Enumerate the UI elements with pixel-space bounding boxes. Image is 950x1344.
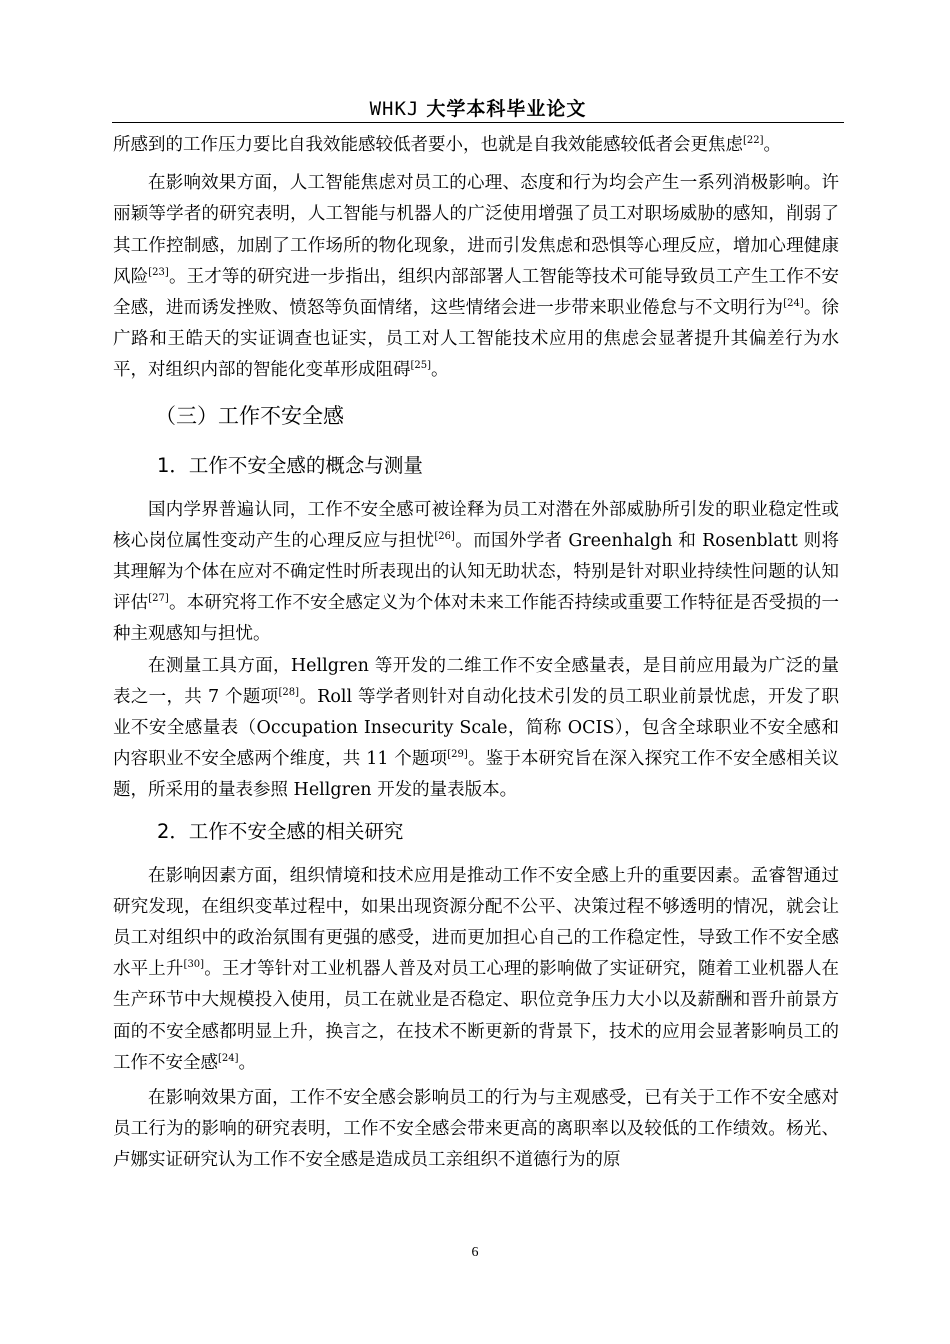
paragraph-influencing-factors: 在影响因素方面，组织情境和技术应用是推动工作不安全感上升的重要因素。孟睿智通过研究发现，在组织变革过程中，如果出现资源分配不公平、决策过程不够透明的情况，就会让员工对组织中的政治氛围有更强的感受，进而更加担心自己的工作稳定性，导致工作不安全感水平上升[30]。王才等针对工业机器人普及对员工心理的影响做了实证研究，随着工业机器人在生产环节中大规模投入使用，员工在就业是否稳定、职位竞争压力大小以及薪酬和晋升前景方面的不安全感都明显上升，换言之，在技术不断更新的背景下，技术的应用会显著影响员工的工作不安全感[24]。 (113, 865, 839, 1073)
running-header (112, 94, 844, 121)
header-rule (112, 122, 844, 123)
subsection-heading-concept: 1．工作不安全感的概念与测量 (157, 453, 423, 477)
citation: [27] (148, 593, 169, 605)
header-school-code: WHKJ (369, 98, 420, 120)
citation: [24] (783, 298, 804, 310)
citation: [30] (183, 959, 205, 971)
section-heading: （三）工作不安全感 (155, 403, 344, 428)
citation: [23] (148, 266, 169, 278)
body-text (113, 130, 839, 1177)
citation: [28] (278, 686, 300, 698)
paragraph-definition: 国内学界普遍认同，工作不安全感可被诠释为员工对潜在外部威胁所引发的职业稳定性或核心岗位属性变动产生的心理反应与担忧[26]。而国外学者 Greenhalgh 和 Rosenblatt 则将其理解为个体在应对不确定性时所表现出的认知无助状态，特别是针对职业持续性问题的认知评估[27]。本研究将工作不安全感定义为个体对未来工作能否持续或重要工作特征是否受损的一种主观感知与担忧。 (113, 499, 840, 645)
page-number: 6 (471, 1245, 479, 1260)
header-title: 大学本科毕业论文 (426, 98, 587, 120)
citation: [29] (447, 749, 468, 761)
subsection-heading-related-research: 2．工作不安全感的相关研究 (157, 819, 404, 843)
citation: [26] (434, 530, 455, 542)
paragraph-ai-anxiety-effects: 在影响效果方面，人工智能焦虑对员工的心理、态度和行为均会产生一系列消极影响。许丽颖等学者的研究表明，人工智能与机器人的广泛使用增强了员工对职场威胁的感知，削弱了其工作控制感，加剧了工作场所的物化现象，进而引发焦虑和恐惧等心理反应，增加心理健康风险[23]。王才等的研究进一步指出，组织内部部署人工智能等技术可能导致员工产生工作不安全感，进而诱发挫败、愤怒等负面情绪，这些情绪会进一步带来职业倦怠与不文明行为[24]。徐广路和王皓天的实证调查也证实，员工对人工智能技术应用的焦虑会显著提升其偏差行为水平，对组织内部的智能化变革形成阻碍[25]。 (113, 173, 840, 381)
paragraph-effects: 在影响效果方面，工作不安全感会影响员工的行为与主观感受，已有关于工作不安全感对员工行为的影响的研究表明，工作不安全感会带来更高的离职率以及较低的工作绩效。杨光、卢娜实证研究认为工作不安全感是造成员工亲组织不道德行为的原 (113, 1088, 839, 1171)
citation: [22] (743, 135, 764, 146)
paragraph-measurement: 在测量工具方面，Hellgren 等开发的二维工作不安全感量表，是目前应用最为广泛的量表之一，共 7 个题项[28]。Roll 等学者则针对自动化技术引发的员工职业前景忧虑，开发了职业不安全感量表（Occupation Insecurity Scale，简称 OCIS），包含全球职业不安全感和内容职业不安全感两个维度，共 11 个题项[29]。鉴于本研究旨在深入探究工作不安全感相关议题，所采用的量表参照 Hellgren 开发的量表版本。 (113, 655, 839, 801)
citation: [25] (410, 360, 432, 372)
citation: [24] (218, 1052, 239, 1064)
paragraph-continuation: 所感到的工作压力要比自我效能感较低者要小，也就是自我效能感较低者会更焦虑[22]。 (113, 135, 782, 155)
